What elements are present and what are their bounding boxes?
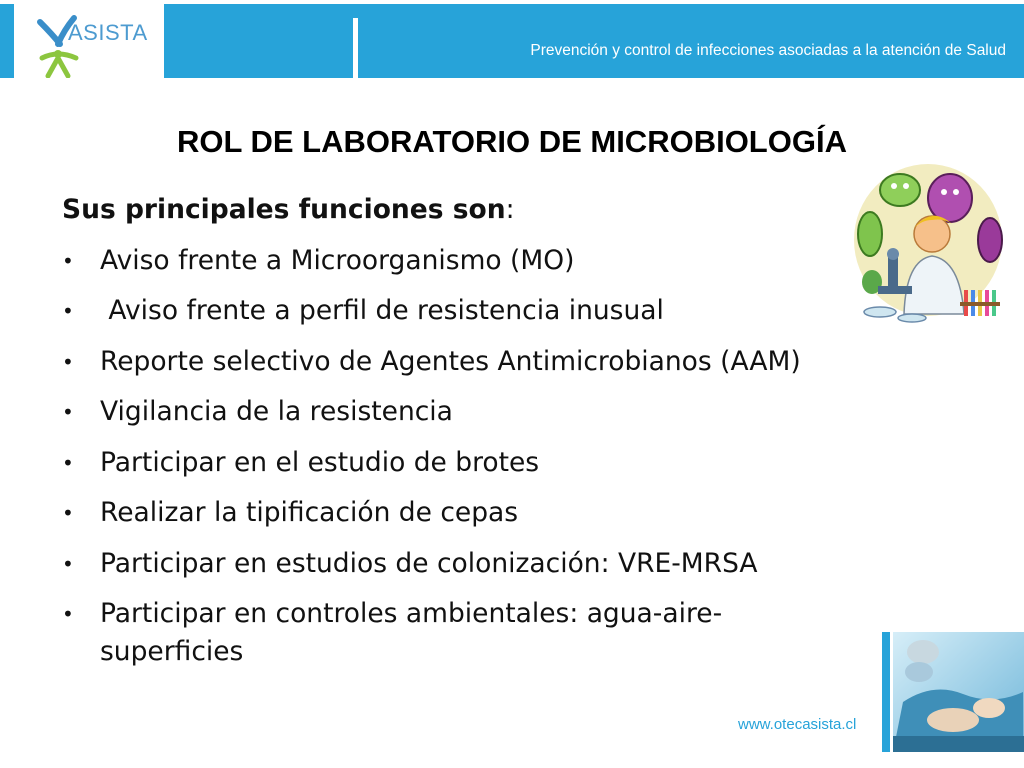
header-band <box>164 4 1024 78</box>
logo <box>14 4 164 78</box>
intro-colon: : <box>505 194 515 225</box>
bullet-icon: • <box>62 551 74 576</box>
list-item-text: Participar en estudios de colonización: VRE-MRSA <box>100 547 758 579</box>
list-item <box>62 387 892 438</box>
bullet-icon: • <box>62 602 74 626</box>
list-item <box>62 539 892 590</box>
bullet-icon: • <box>62 248 74 273</box>
list-item-text: Aviso frente a Microorganismo (MO) <box>100 244 575 276</box>
bullet-icon: • <box>62 299 74 323</box>
list-item <box>62 488 892 539</box>
bullet-icon: • <box>62 349 74 374</box>
footer-url: www.otecasista.cl <box>738 716 857 733</box>
intro-line <box>62 185 892 236</box>
bullet-icon: • <box>62 400 74 424</box>
slide-title: ROL DE LABORATORIO DE MICROBIOLOGÍA <box>177 124 847 159</box>
header-divider <box>353 18 358 78</box>
slide-body <box>62 185 892 671</box>
list-item <box>62 589 840 671</box>
list-item <box>62 337 892 388</box>
list-item <box>62 236 892 287</box>
list-item-text: Aviso frente a perfil de resistencia inusual <box>100 295 664 326</box>
intro-heading: Sus principales funciones son <box>62 194 506 225</box>
surgery-photo <box>893 632 1024 752</box>
list-item-text: Realizar la tipificación de cepas <box>100 497 519 528</box>
list-item-text: Participar en el estudio de brotes <box>100 446 540 478</box>
microbiology-lab-illustration <box>852 162 1004 328</box>
footer-accent-bar <box>882 632 890 752</box>
list-item-text: Participar en controles ambientales: agua-aire-superficies <box>100 598 723 667</box>
logo-text: ASISTA <box>68 20 148 45</box>
bullet-list <box>62 236 892 672</box>
list-item-text: Vigilancia de la resistencia <box>100 396 453 427</box>
list-item <box>62 438 892 489</box>
bullet-icon: • <box>62 450 74 475</box>
bullet-icon: • <box>62 501 74 525</box>
header-accent-bar <box>0 4 14 78</box>
list-item <box>62 286 892 337</box>
list-item-text: Reporte selectivo de Agentes Antimicrobianos (AAM) <box>100 345 801 377</box>
header-title: Prevención y control de infecciones asociadas a la atención de Salud <box>530 42 1006 59</box>
